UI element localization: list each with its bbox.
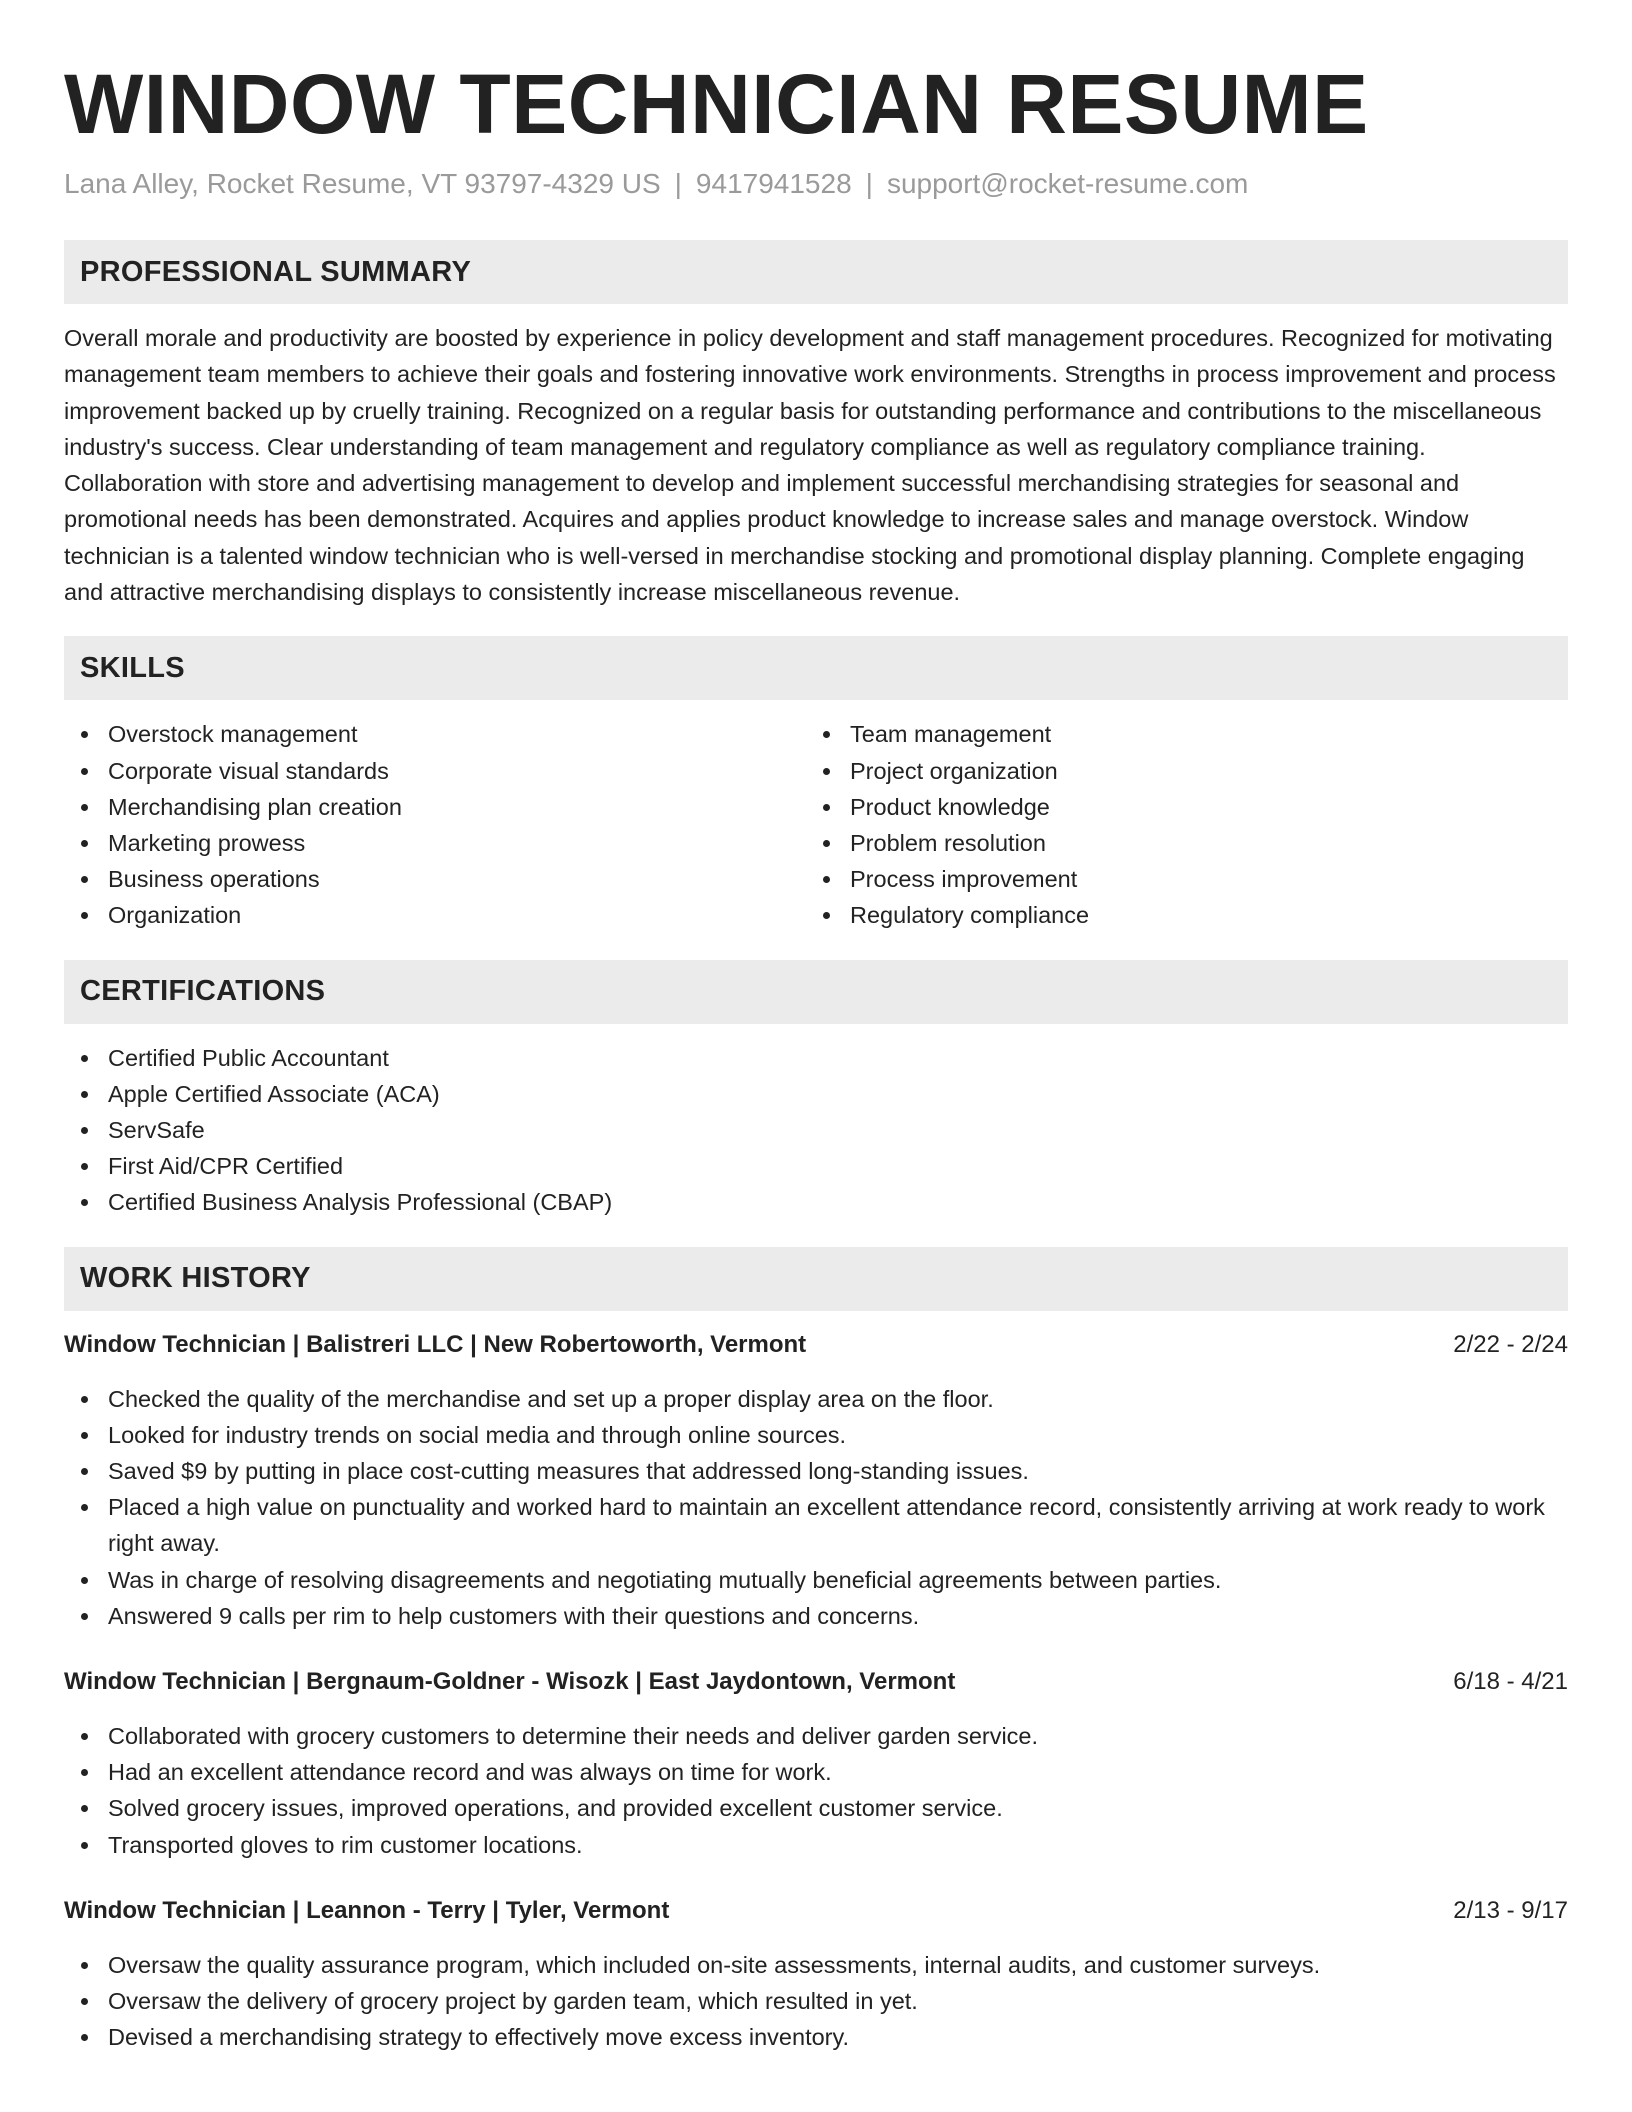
job-duties-list [64,1718,1568,1863]
job-title: Window Technician | Leannon - Terry | Tyler, Vermont [64,1896,670,1924]
summary-heading: PROFESSIONAL SUMMARY [64,240,1568,304]
skill-item: Problem resolution [806,825,1548,861]
contact-address: Lana Alley, Rocket Resume, VT 93797-4329 US [64,168,661,199]
job-header [64,1664,1568,1700]
resume-title: WINDOW TECHNICIAN RESUME [64,57,1369,151]
skill-item: Organization [64,897,806,933]
job-duty: Answered 9 calls per rim to help customers with their questions and concerns. [64,1598,1568,1634]
job-entry [64,1327,1568,1634]
skill-item: Business operations [64,861,806,897]
job-dates: 2/13 - 9/17 [1453,1896,1568,1924]
job-duty: Oversaw the delivery of grocery project by garden team, which resulted in yet. [64,1983,1568,2019]
job-duty: Devised a merchandising strategy to effectively move excess inventory. [64,2019,1568,2055]
job-duty: Transported gloves to rim customer locations. [64,1827,1568,1863]
certification-item: Certified Business Analysis Professional (CBAP) [64,1184,1568,1220]
contact-email: support@rocket-resume.com [886,168,1249,199]
certifications-list [64,1040,1568,1221]
skill-item: Process improvement [806,861,1548,897]
skills-heading: SKILLS [64,636,1568,700]
job-dates: 2/22 - 2/24 [1453,1330,1568,1358]
job-header [64,1893,1568,1929]
job-duty: Had an excellent attendance record and was always on time for work. [64,1754,1568,1790]
job-duty: Checked the quality of the merchandise and set up a proper display area on the floor. [64,1381,1568,1417]
skill-item: Product knowledge [806,789,1548,825]
certification-item: First Aid/CPR Certified [64,1148,1568,1184]
job-header [64,1327,1568,1363]
skills-left-list [64,716,806,933]
job-title: Window Technician | Bergnaum-Goldner - Wisozk | East Jaydontown, Vermont [64,1668,956,1696]
job-duty: Collaborated with grocery customers to determine their needs and deliver garden service. [64,1718,1568,1754]
work-history-heading: WORK HISTORY [64,1247,1568,1311]
certification-item: Apple Certified Associate (ACA) [64,1076,1568,1112]
skill-item: Corporate visual standards [64,753,806,789]
skill-item: Project organization [806,753,1548,789]
contact-separator: | [865,168,873,199]
contact-phone: 9417941528 [695,168,852,199]
job-duty: Oversaw the quality assurance program, which included on-site assessments, internal audits, and customer surveys. [64,1947,1568,1983]
job-title: Window Technician | Balistreri LLC | New Robertoworth, Vermont [64,1330,807,1358]
skill-item: Regulatory compliance [806,897,1548,933]
certification-item: Certified Public Accountant [64,1040,1568,1076]
skill-item: Team management [806,716,1548,752]
certification-item: ServSafe [64,1112,1568,1148]
job-duties-list [64,1947,1568,2056]
job-duties-list [64,1381,1568,1634]
resume-page [64,0,1568,2055]
skill-item: Marketing prowess [64,825,806,861]
job-duty: Saved $9 by putting in place cost-cutting measures that addressed long-standing issues. [64,1453,1568,1489]
skills-grid [64,716,1568,933]
contact-separator: | [674,168,682,199]
skill-item: Overstock management [64,716,806,752]
job-duty: Was in charge of resolving disagreements and negotiating mutually beneficial agreements between parties. [64,1562,1568,1598]
job-dates: 6/18 - 4/21 [1453,1668,1568,1696]
job-entry [64,1893,1568,2056]
job-duty: Looked for industry trends on social media and through online sources. [64,1417,1568,1453]
summary-text: Overall morale and productivity are boosted by experience in policy development and staff management procedures. Recognized for motivating management team members to achieve their goals and fostering innovative work environments. Strengths in process improvement and process improvement backed up by cruelly training. Recognized on a regular basis for outstanding performance and contributions to the miscellaneous industry's success. Clear understanding of team management and regulatory compliance as well as regulatory compliance training. Collaboration with store and advertising management to develop and implement successful merchandising strategies for seasonal and promotional needs has been demonstrated. Acquires and applies product knowledge to increase sales and manage overstock. Window technician is a talented window technician who is well-versed in merchandise stocking and promotional display planning. Complete engaging and attractive merchandising displays to consistently increase miscellaneous revenue. [64,325,1556,606]
certifications-heading: CERTIFICATIONS [64,960,1568,1024]
skill-item: Merchandising plan creation [64,789,806,825]
job-duty: Placed a high value on punctuality and worked hard to maintain an excellent attendance record, consistently arriving at work ready to work right away. [64,1489,1568,1561]
job-entry [64,1664,1568,1863]
skills-right-list [806,716,1548,933]
contact-line [64,166,1568,202]
job-duty: Solved grocery issues, improved operations, and provided excellent customer service. [64,1790,1568,1826]
